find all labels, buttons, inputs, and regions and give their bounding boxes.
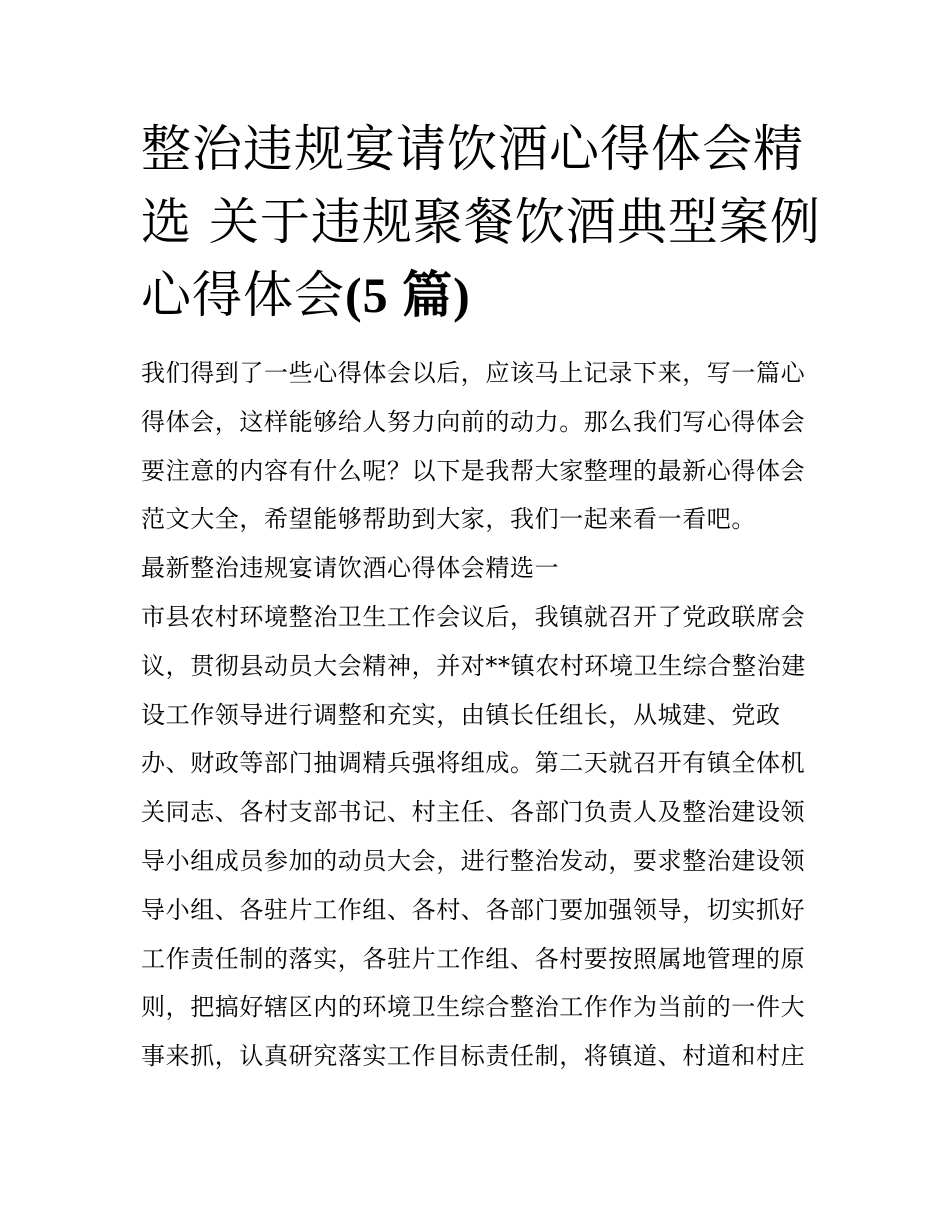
document-page [141, 113, 821, 1081]
section-heading: 最新整治违规宴请饮酒心得体会精选一 [141, 554, 560, 583]
intro-line: 得体会，这样能够给人努力向前的动力。那么我们写心得体会 [141, 407, 806, 436]
section-line: 设工作领导进行调整和充实，由镇长任组长，从城建、党政 [141, 700, 781, 729]
section-line: 工作责任制的落实，各驻片工作组、各村要按照属地管理的原 [141, 944, 806, 973]
title-line-text: 心得体会 [141, 266, 345, 324]
section-line: 事来抓，认真研究落实工作目标责任制，将镇道、村道和村庄 [141, 1042, 806, 1071]
title-line [141, 259, 821, 332]
section-line: 办、财政等部门抽调精兵强将组成。第二天就召开有镇全体机 [141, 749, 806, 778]
intro-line: 要注意的内容有什么呢？以下是我帮大家整理的最新心得体会 [141, 456, 806, 485]
document-body [141, 349, 821, 1081]
title-line: 选 关于违规聚餐饮酒典型案例 [141, 193, 821, 251]
section-line: 关同志、各村支部书记、村主任、各部门负责人及整治建设领 [141, 798, 806, 827]
document-title [141, 113, 821, 332]
section-line: 市县农村环境整治卫生工作会议后，我镇就召开了党政联席会 [141, 602, 806, 631]
section-line: 导小组、各驻片工作组、各村、各部门要加强领导，切实抓好 [141, 895, 806, 924]
section-line: 导小组成员参加的动员大会，进行整治发动，要求整治建设领 [141, 846, 806, 875]
section-line: 则，把搞好辖区内的环境卫生综合整治工作作为当前的一件大 [141, 993, 806, 1022]
title-line: 整治违规宴请饮酒心得体会精 [141, 120, 804, 178]
section-line: 议，贯彻县动员大会精神，并对**镇农村环境卫生综合整治建 [141, 651, 806, 680]
intro-line: 我们得到了一些心得体会以后，应该马上记录下来，写一篇心 [141, 359, 806, 387]
intro-line: 范文大全，希望能够帮助到大家，我们一起来看一看吧。 [141, 505, 756, 534]
title-suffix: (5 篇) [345, 267, 471, 323]
